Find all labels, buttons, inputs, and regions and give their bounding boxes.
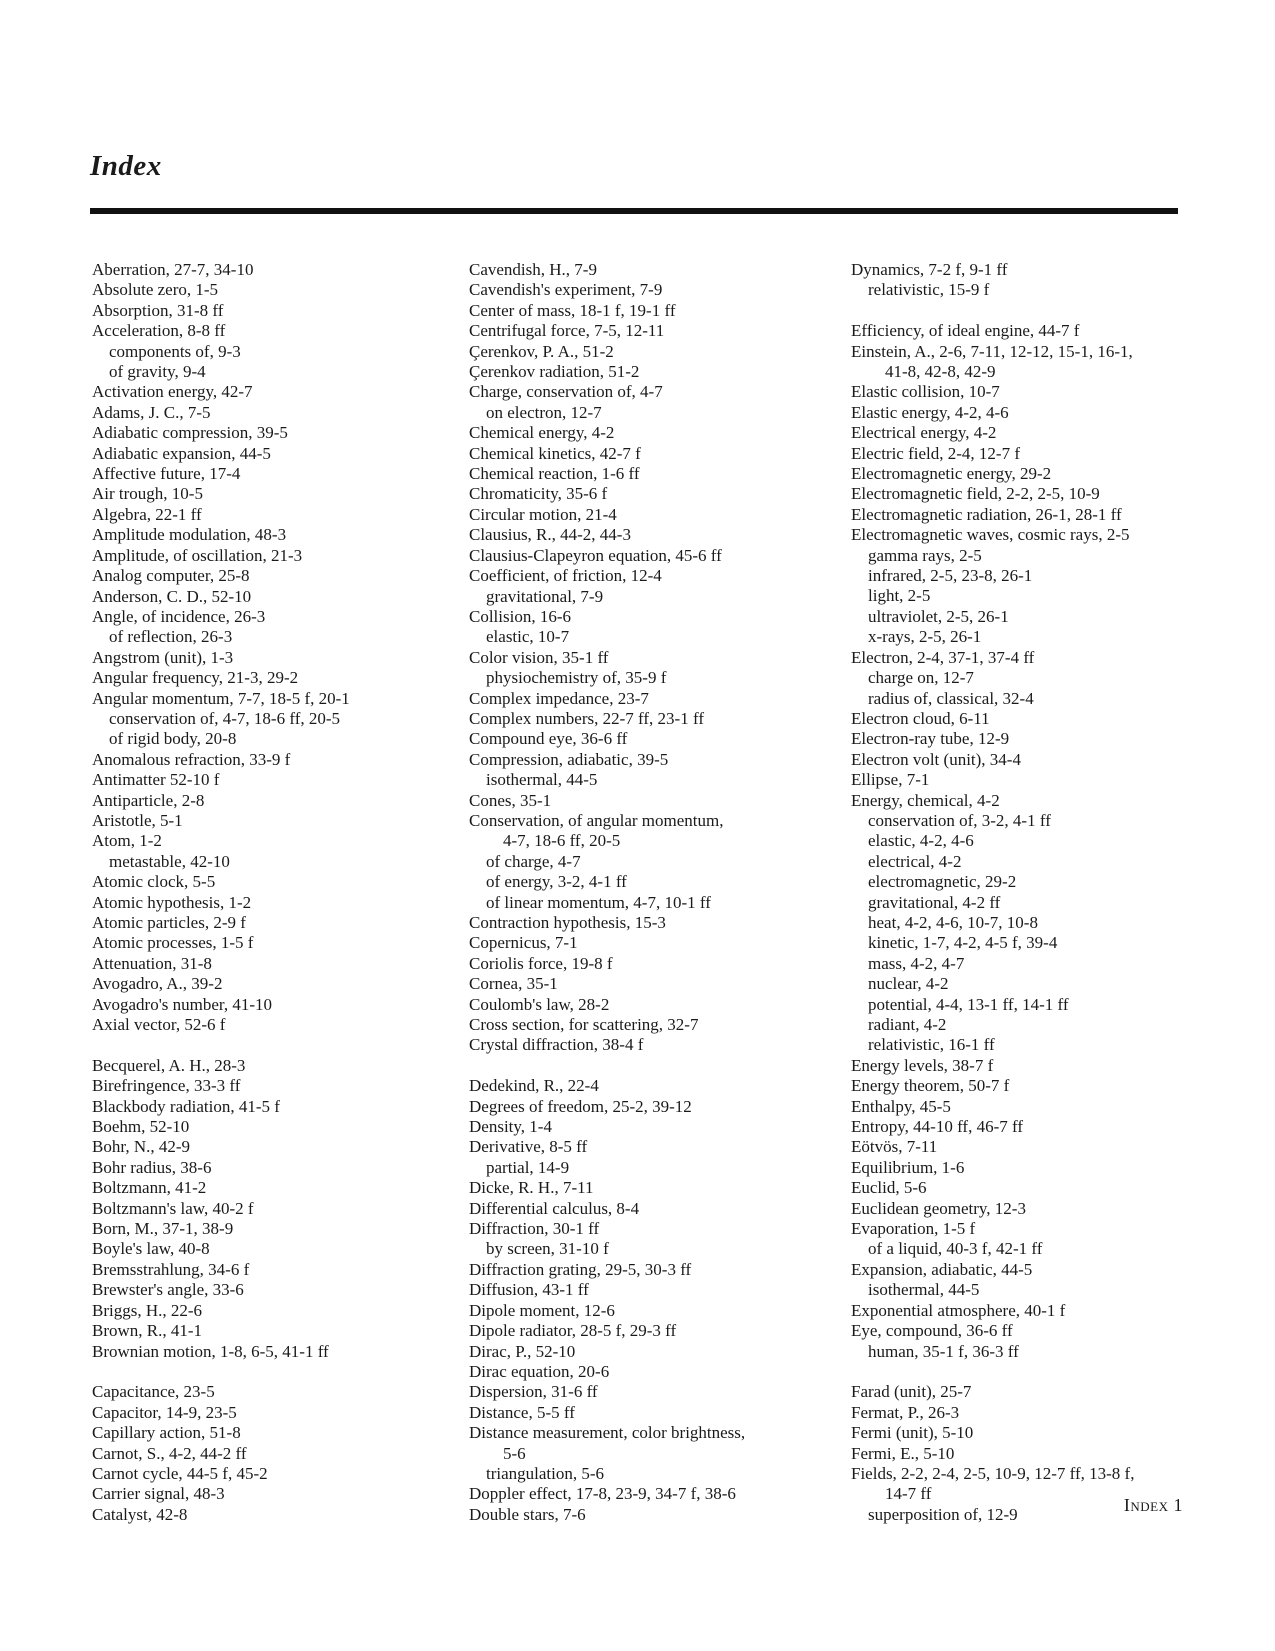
- index-entry: Adiabatic compression, 39-5: [92, 423, 288, 443]
- index-entry: Electromagnetic energy, 29-2: [851, 464, 1052, 484]
- index-subentry: physiochemistry of, 35-9 f: [486, 668, 667, 688]
- index-entry: Electrical energy, 4-2: [851, 423, 997, 443]
- index-entry: Efficiency, of ideal engine, 44-7 f: [851, 321, 1080, 341]
- index-entry: Color vision, 35-1 ff: [469, 647, 609, 667]
- index-entry: Capillary action, 51-8: [92, 1423, 241, 1443]
- index-entry: Dicke, R. H., 7-11: [469, 1178, 594, 1198]
- index-entry: Coulomb's law, 28-2: [469, 994, 610, 1014]
- index-entry: Catalyst, 42-8: [92, 1504, 188, 1524]
- index-entry: Çerenkov, P. A., 51-2: [469, 341, 614, 361]
- index-continuation: 14-7 ff: [885, 1484, 932, 1504]
- index-entry: Entropy, 44-10 ff, 46-7 ff: [851, 1117, 1024, 1137]
- index-entry: Crystal diffraction, 38-4 f: [469, 1035, 644, 1055]
- index-entry: Fermat, P., 26-3: [851, 1402, 960, 1422]
- index-subentry: infrared, 2-5, 23-8, 26-1: [868, 566, 1033, 586]
- index-entry: Cones, 35-1: [469, 790, 552, 810]
- index-entry: Absolute zero, 1-5: [92, 280, 219, 300]
- index-entry: Amplitude modulation, 48-3: [92, 525, 287, 545]
- index-entry: Atomic clock, 5-5: [92, 872, 216, 892]
- index-entry: Aberration, 27-7, 34-10: [92, 260, 254, 279]
- index-entry: Enthalpy, 45-5: [851, 1096, 951, 1116]
- index-entry: Angular momentum, 7-7, 18-5 f, 20-1: [92, 688, 350, 708]
- index-entry: Dispersion, 31-6 ff: [469, 1382, 598, 1402]
- index-entry: Differential calculus, 8-4: [469, 1198, 640, 1218]
- index-entry: Anomalous refraction, 33-9 f: [92, 749, 291, 769]
- index-entry: Çerenkov radiation, 51-2: [469, 362, 640, 382]
- index-entry: Bremsstrahlung, 34-6 f: [92, 1259, 250, 1279]
- index-entry: Fields, 2-2, 2-4, 2-5, 10-9, 12-7 ff, 13-8 f,: [851, 1463, 1135, 1483]
- index-subentry: charge on, 12-7: [868, 668, 974, 688]
- index-entry: Electromagnetic waves, cosmic rays, 2-5: [851, 525, 1130, 545]
- index-entry: Dirac, P., 52-10: [469, 1341, 576, 1361]
- index-column-2: [469, 260, 819, 1525]
- index-entry: Distance, 5-5 ff: [469, 1402, 575, 1422]
- index-entry: Antimatter 52-10 f: [92, 770, 220, 790]
- index-subentry: potential, 4-4, 13-1 ff, 14-1 ff: [868, 994, 1069, 1014]
- index-entry: Derivative, 8-5 ff: [469, 1137, 588, 1157]
- index-column-1: [92, 260, 422, 1525]
- index-entry: Diffusion, 43-1 ff: [469, 1280, 589, 1300]
- index-entry: Dynamics, 7-2 f, 9-1 ff: [851, 260, 1008, 279]
- index-entry: Euclidean geometry, 12-3: [851, 1198, 1026, 1218]
- index-subentry: of rigid body, 20-8: [109, 729, 237, 749]
- index-entry: Elastic energy, 4-2, 4-6: [851, 402, 1009, 422]
- index-subentry: on electron, 12-7: [486, 402, 602, 422]
- page-footer: Index 1: [1123, 1495, 1183, 1515]
- index-entry: Coefficient, of friction, 12-4: [469, 566, 662, 586]
- index-entry: Energy theorem, 50-7 f: [851, 1076, 1010, 1096]
- index-subentry: gravitational, 4-2 ff: [868, 892, 1001, 912]
- index-subentry: conservation of, 4-7, 18-6 ff, 20-5: [109, 708, 341, 728]
- index-entry: Brewster's angle, 33-6: [92, 1280, 244, 1300]
- index-entry: Dipole moment, 12-6: [469, 1300, 615, 1320]
- index-entry: Euclid, 5-6: [851, 1178, 927, 1198]
- index-entry: Blackbody radiation, 41-5 f: [92, 1096, 280, 1116]
- index-continuation: 5-6: [503, 1443, 526, 1463]
- index-subentry: of gravity, 9-4: [109, 362, 206, 382]
- index-subentry: gamma rays, 2-5: [868, 545, 982, 565]
- index-entry: Boltzmann's law, 40-2 f: [92, 1198, 254, 1218]
- index-entry: Affective future, 17-4: [92, 464, 241, 484]
- index-entry: Antiparticle, 2-8: [92, 790, 205, 810]
- index-entry: Electromagnetic radiation, 26-1, 28-1 ff: [851, 504, 1122, 524]
- index-subentry: triangulation, 5-6: [486, 1463, 605, 1483]
- index-entry: Coriolis force, 19-8 f: [469, 953, 613, 973]
- index-entry: Energy levels, 38-7 f: [851, 1055, 994, 1075]
- index-subentry: by screen, 31-10 f: [486, 1239, 609, 1259]
- letter-group-spacer: [469, 1056, 819, 1076]
- index-entry: Eötvös, 7-11: [851, 1137, 938, 1157]
- index-entry: Boyle's law, 40-8: [92, 1239, 210, 1259]
- index-entry: Electron, 2-4, 37-1, 37-4 ff: [851, 647, 1035, 667]
- index-entry: Absorption, 31-8 ff: [92, 300, 224, 320]
- index-entry: Energy, chemical, 4-2: [851, 790, 1000, 810]
- index-entry: Chemical reaction, 1-6 ff: [469, 464, 640, 484]
- index-entry: Born, M., 37-1, 38-9: [92, 1219, 234, 1239]
- index-entry: Circular motion, 21-4: [469, 504, 617, 524]
- index-entry: Chemical kinetics, 42-7 f: [469, 443, 641, 463]
- index-entry: Copernicus, 7-1: [469, 933, 578, 953]
- index-entry: Complex numbers, 22-7 ff, 23-1 ff: [469, 708, 704, 728]
- index-entry: Birefringence, 33-3 ff: [92, 1076, 241, 1096]
- index-subentry: conservation of, 3-2, 4-1 ff: [868, 810, 1051, 830]
- index-entry: Capacitance, 23-5: [92, 1382, 215, 1402]
- index-entry: Electron-ray tube, 12-9: [851, 729, 1010, 749]
- index-entry: Diffraction, 30-1 ff: [469, 1219, 600, 1239]
- index-entry: Atomic hypothesis, 1-2: [92, 892, 252, 912]
- index-subentry: electromagnetic, 29-2: [868, 872, 1017, 892]
- index-entry: Equilibrium, 1-6: [851, 1157, 965, 1177]
- index-entry: Chromaticity, 35-6 f: [469, 484, 608, 504]
- index-entry: Density, 1-4: [469, 1117, 552, 1137]
- index-entry: Angle, of incidence, 26-3: [92, 606, 266, 626]
- index-entry: Brownian motion, 1-8, 6-5, 41-1 ff: [92, 1341, 329, 1361]
- index-entry: Carrier signal, 48-3: [92, 1484, 225, 1504]
- index-entry: Acceleration, 8-8 ff: [92, 321, 226, 341]
- index-subentry: heat, 4-2, 4-6, 10-7, 10-8: [868, 912, 1038, 932]
- index-entry: Fermi (unit), 5-10: [851, 1423, 974, 1443]
- index-entry: Clausius, R., 44-2, 44-3: [469, 525, 631, 545]
- index-entry: Avogadro's number, 41-10: [92, 994, 273, 1014]
- index-entry: Analog computer, 25-8: [92, 566, 250, 586]
- index-entry: Atomic particles, 2-9 f: [92, 913, 246, 932]
- index-entry: Degrees of freedom, 25-2, 39-12: [469, 1096, 692, 1116]
- index-subentry: light, 2-5: [868, 586, 931, 606]
- index-continuation: 4-7, 18-6 ff, 20-5: [503, 831, 621, 851]
- index-continuation: 41-8, 42-8, 42-9: [885, 362, 996, 382]
- index-entry: Electromagnetic field, 2-2, 2-5, 10-9: [851, 484, 1100, 504]
- index-entry: Collision, 16-6: [469, 606, 572, 626]
- index-entry: Dipole radiator, 28-5 f, 29-3 ff: [469, 1321, 677, 1341]
- index-subentry: of energy, 3-2, 4-1 ff: [486, 872, 627, 892]
- index-entry: Capacitor, 14-9, 23-5: [92, 1402, 237, 1422]
- index-entry: Farad (unit), 25-7: [851, 1382, 972, 1402]
- index-entry: Atomic processes, 1-5 f: [92, 933, 254, 953]
- index-entry: Aristotle, 5-1: [92, 810, 183, 830]
- index-entry: Angstrom (unit), 1-3: [92, 647, 234, 667]
- index-entry: Electric field, 2-4, 12-7 f: [851, 443, 1020, 463]
- index-entry: Adiabatic expansion, 44-5: [92, 443, 271, 463]
- index-subentry: elastic, 10-7: [486, 627, 570, 647]
- index-entry: Amplitude, of oscillation, 21-3: [92, 545, 303, 565]
- index-entry: Ellipse, 7-1: [851, 770, 930, 790]
- index-entry: Evaporation, 1-5 f: [851, 1219, 976, 1239]
- index-entry: Compound eye, 36-6 ff: [469, 729, 628, 749]
- index-entry: Boltzmann, 41-2: [92, 1178, 207, 1198]
- index-subentry: components of, 9-3: [109, 341, 241, 361]
- index-entry: Adams, J. C., 7-5: [92, 402, 211, 422]
- index-subentry: ultraviolet, 2-5, 26-1: [868, 606, 1009, 626]
- index-entry: Attenuation, 31-8: [92, 953, 212, 973]
- index-entry: Axial vector, 52-6 f: [92, 1015, 226, 1035]
- index-entry: Carnot cycle, 44-5 f, 45-2: [92, 1463, 268, 1483]
- index-subentry: nuclear, 4-2: [868, 974, 949, 994]
- index-entry: Centrifugal force, 7-5, 12-11: [469, 321, 665, 341]
- index-subentry: radius of, classical, 32-4: [868, 688, 1034, 708]
- index-entry: Algebra, 22-1 ff: [92, 504, 202, 524]
- index-entry: Elastic collision, 10-7: [851, 382, 1000, 402]
- index-subentry: gravitational, 7-9: [486, 586, 604, 606]
- index-subentry: isothermal, 44-5: [868, 1280, 980, 1300]
- index-entry: Cross section, for scattering, 32-7: [469, 1015, 699, 1035]
- index-entry: Expansion, adiabatic, 44-5: [851, 1259, 1033, 1279]
- index-entry: Clausius-Clapeyron equation, 45-6 ff: [469, 545, 722, 565]
- index-subentry: superposition of, 12-9: [868, 1504, 1018, 1524]
- index-entry: Electron cloud, 6-11: [851, 708, 990, 728]
- index-entry: Compression, adiabatic, 39-5: [469, 749, 669, 769]
- index-entry: Activation energy, 42-7: [92, 382, 253, 402]
- index-entry: Bohr, N., 42-9: [92, 1137, 191, 1157]
- index-entry: Electron volt (unit), 34-4: [851, 749, 1021, 769]
- index-entry: Cavendish's experiment, 7-9: [469, 280, 663, 300]
- index-column-3: [851, 260, 1211, 1525]
- index-subentry: radiant, 4-2: [868, 1015, 947, 1035]
- letter-group-spacer: [92, 1362, 422, 1382]
- index-subentry: elastic, 4-2, 4-6: [868, 831, 974, 851]
- index-entry: Exponential atmosphere, 40-1 f: [851, 1300, 1066, 1320]
- index-subentry: of charge, 4-7: [486, 851, 581, 871]
- index-subentry: isothermal, 44-5: [486, 770, 598, 790]
- letter-group-spacer: [92, 1035, 422, 1055]
- index-subentry: electrical, 4-2: [868, 851, 962, 871]
- index-entry: Dedekind, R., 22-4: [469, 1076, 599, 1096]
- index-entry: Becquerel, A. H., 28-3: [92, 1055, 246, 1075]
- index-entry: Double stars, 7-6: [469, 1504, 586, 1524]
- index-subentry: of reflection, 26-3: [109, 627, 233, 647]
- index-subentry: relativistic, 15-9 f: [868, 280, 990, 300]
- index-entry: Dirac equation, 20-6: [469, 1361, 610, 1381]
- index-subentry: partial, 14-9: [486, 1157, 570, 1177]
- index-entry: Avogadro, A., 39-2: [92, 974, 223, 994]
- index-entry: Contraction hypothesis, 15-3: [469, 913, 666, 932]
- index-entry: Anderson, C. D., 52-10: [92, 586, 252, 606]
- index-entry: Diffraction grating, 29-5, 30-3 ff: [469, 1259, 692, 1279]
- index-entry: Angular frequency, 21-3, 29-2: [92, 668, 299, 688]
- index-entry: Distance measurement, color brightness,: [469, 1423, 746, 1443]
- index-entry: Bohr radius, 38-6: [92, 1157, 212, 1177]
- index-entry: Chemical energy, 4-2: [469, 423, 615, 443]
- index-subentry: mass, 4-2, 4-7: [868, 953, 965, 973]
- index-entry: Conservation, of angular momentum,: [469, 810, 724, 830]
- index-entry: Cornea, 35-1: [469, 974, 558, 994]
- index-entry: Air trough, 10-5: [92, 484, 203, 504]
- index-entry: Eye, compound, 36-6 ff: [851, 1321, 1013, 1341]
- index-entry: Briggs, H., 22-6: [92, 1300, 203, 1320]
- letter-group-spacer: [851, 301, 1211, 321]
- letter-group-spacer: [851, 1362, 1211, 1382]
- title-rule: [90, 208, 1178, 214]
- index-entry: Fermi, E., 5-10: [851, 1443, 955, 1463]
- index-entry: Carnot, S., 4-2, 44-2 ff: [92, 1443, 247, 1463]
- index-entry: Einstein, A., 2-6, 7-11, 12-12, 15-1, 16-1,: [851, 341, 1133, 361]
- index-entry: Charge, conservation of, 4-7: [469, 382, 663, 402]
- index-entry: Center of mass, 18-1 f, 19-1 ff: [469, 300, 676, 320]
- index-subentry: human, 35-1 f, 36-3 ff: [868, 1341, 1019, 1361]
- index-subentry: of linear momentum, 4-7, 10-1 ff: [486, 892, 711, 912]
- index-subentry: metastable, 42-10: [109, 851, 230, 871]
- index-subentry: relativistic, 16-1 ff: [868, 1035, 995, 1055]
- index-entry: Atom, 1-2: [92, 831, 162, 851]
- index-subentry: kinetic, 1-7, 4-2, 4-5 f, 39-4: [868, 933, 1058, 953]
- index-subentry: x-rays, 2-5, 26-1: [868, 627, 982, 647]
- page-title: Index: [90, 150, 162, 182]
- index-subentry: of a liquid, 40-3 f, 42-1 ff: [868, 1239, 1043, 1259]
- index-entry: Boehm, 52-10: [92, 1117, 190, 1137]
- index-entry: Cavendish, H., 7-9: [469, 260, 597, 279]
- index-entry: Complex impedance, 23-7: [469, 688, 649, 708]
- index-entry: Brown, R., 41-1: [92, 1321, 203, 1341]
- index-entry: Doppler effect, 17-8, 23-9, 34-7 f, 38-6: [469, 1484, 736, 1504]
